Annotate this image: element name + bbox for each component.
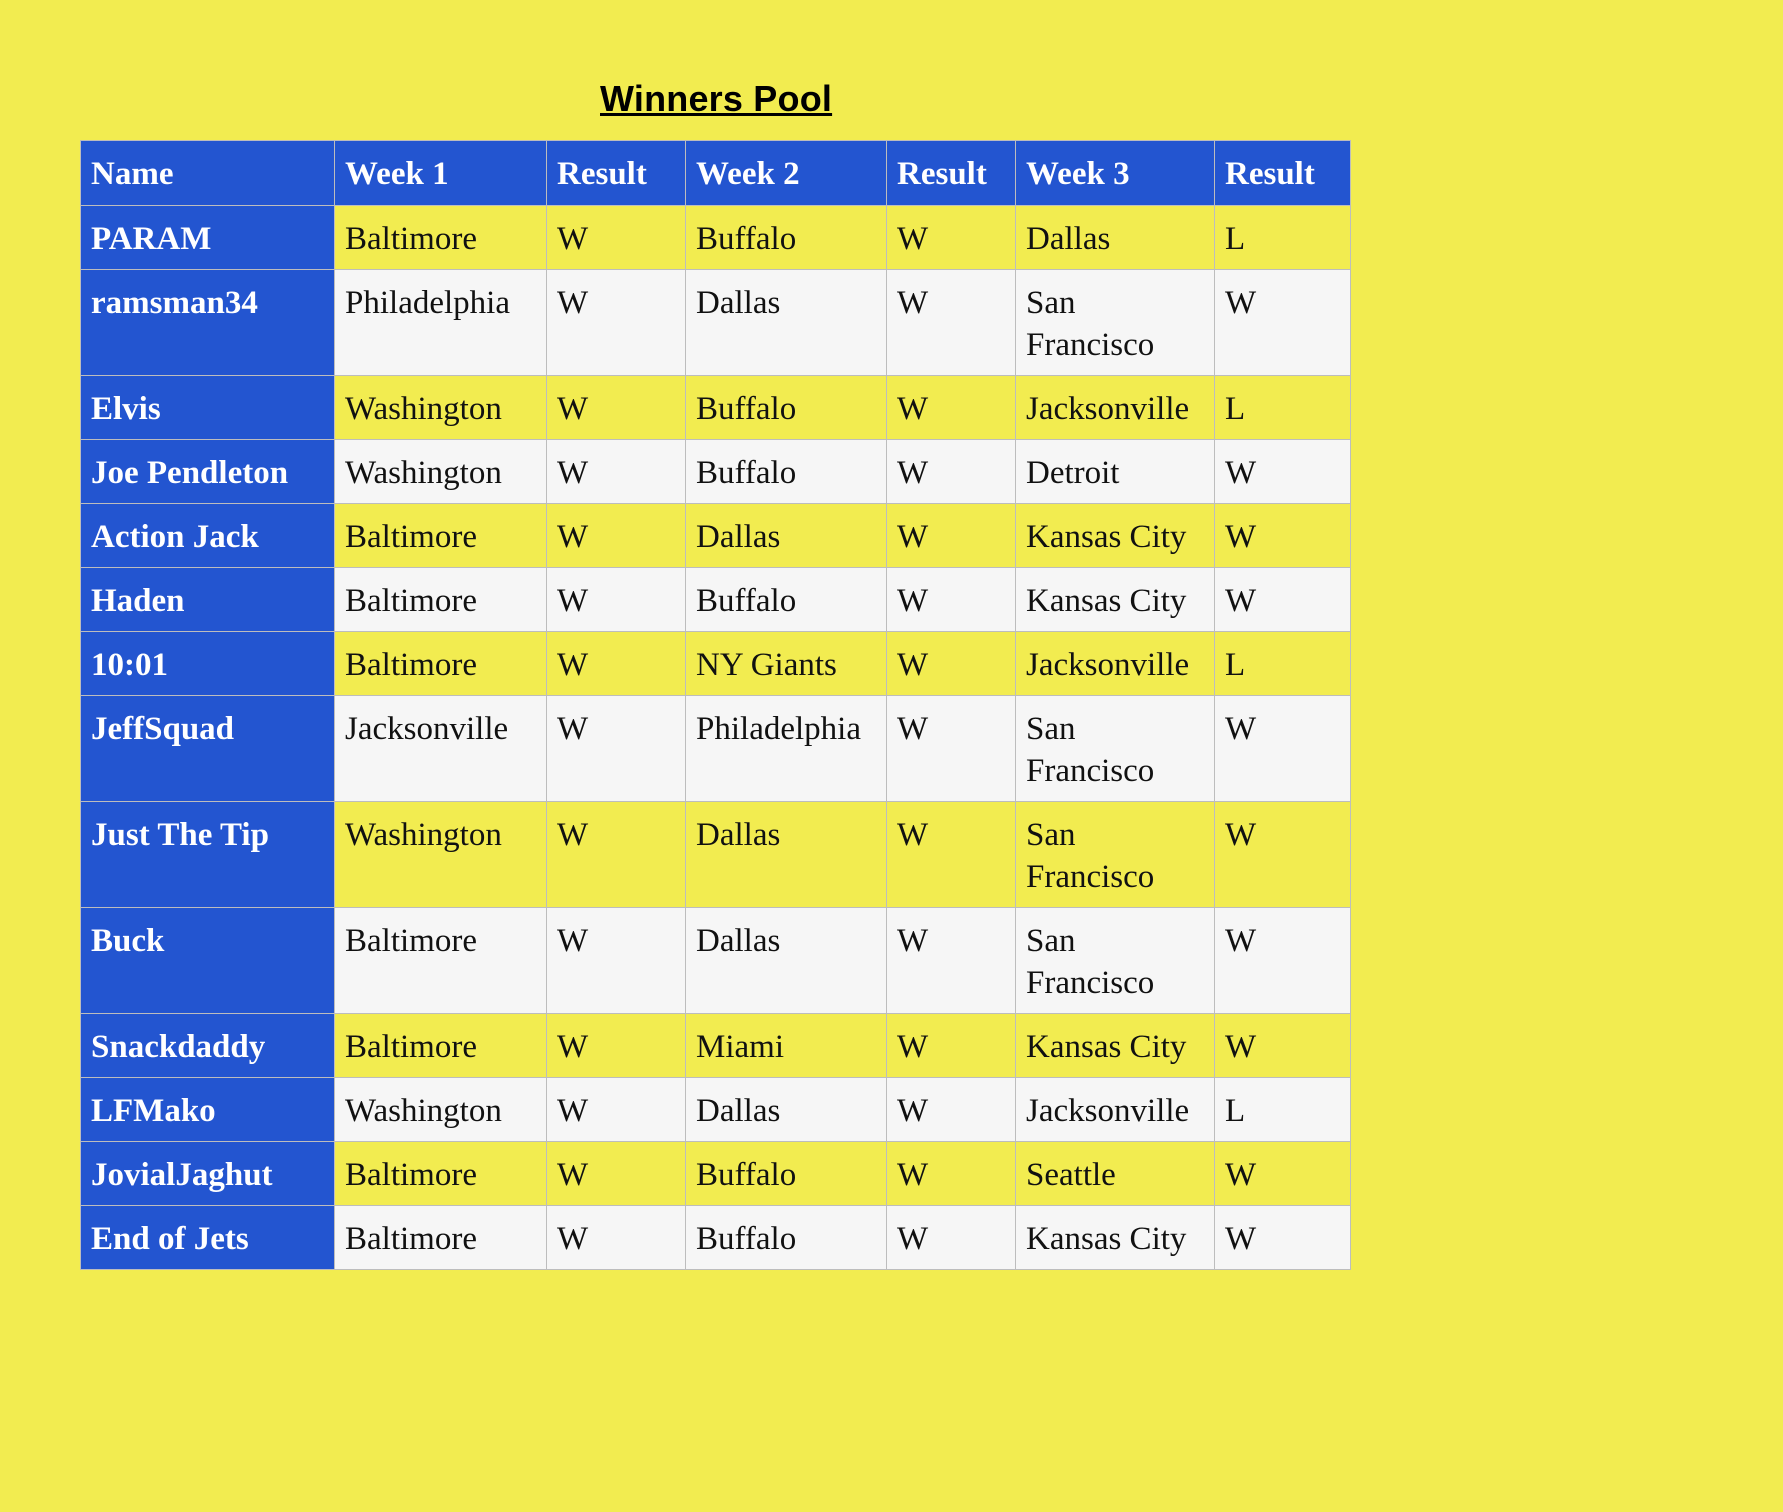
table-row <box>81 1078 1351 1142</box>
entrant-name: Buck <box>81 908 335 1014</box>
week-1-pick: Jacksonville <box>335 696 547 802</box>
table-row <box>81 696 1351 802</box>
header-name: Name <box>81 141 335 206</box>
table-row <box>81 504 1351 568</box>
week-1-result: W <box>547 376 686 440</box>
week-2-pick: Miami <box>686 1014 887 1078</box>
week-1-pick: Baltimore <box>335 206 547 270</box>
week-2-result: W <box>887 696 1016 802</box>
week-3-pick: Seattle <box>1016 1142 1215 1206</box>
week-2-result: W <box>887 568 1016 632</box>
table-row <box>81 376 1351 440</box>
week-2-pick: Dallas <box>686 504 887 568</box>
week-2-pick: Dallas <box>686 270 887 376</box>
week-1-result: W <box>547 802 686 908</box>
week-1-result: W <box>547 1142 686 1206</box>
week-3-result: W <box>1215 270 1351 376</box>
week-1-pick: Baltimore <box>335 1206 547 1270</box>
week-3-pick: Kansas City <box>1016 568 1215 632</box>
week-1-result: W <box>547 908 686 1014</box>
week-1-pick: Washington <box>335 376 547 440</box>
week-2-pick: NY Giants <box>686 632 887 696</box>
week-3-result: W <box>1215 696 1351 802</box>
week-2-pick: Buffalo <box>686 1142 887 1206</box>
entrant-name: PARAM <box>81 206 335 270</box>
header-week-2: Week 2 <box>686 141 887 206</box>
week-2-pick: Philadelphia <box>686 696 887 802</box>
table-row <box>81 1014 1351 1078</box>
week-2-result: W <box>887 1078 1016 1142</box>
page-title: Winners Pool <box>600 78 833 119</box>
header-row <box>81 141 1351 206</box>
week-2-result: W <box>887 1014 1016 1078</box>
week-3-result: L <box>1215 376 1351 440</box>
week-1-pick: Baltimore <box>335 908 547 1014</box>
week-2-result: W <box>887 632 1016 696</box>
week-3-pick: Kansas City <box>1016 1206 1215 1270</box>
table-row <box>81 568 1351 632</box>
week-1-result: W <box>547 568 686 632</box>
week-1-result: W <box>547 504 686 568</box>
week-2-pick: Dallas <box>686 1078 887 1142</box>
week-3-result: L <box>1215 1078 1351 1142</box>
week-1-result: W <box>547 696 686 802</box>
week-2-result: W <box>887 504 1016 568</box>
entrant-name: Elvis <box>81 376 335 440</box>
week-1-result: W <box>547 1014 686 1078</box>
header-week-3: Week 3 <box>1016 141 1215 206</box>
week-1-pick: Baltimore <box>335 504 547 568</box>
table-row <box>81 1142 1351 1206</box>
week-2-pick: Dallas <box>686 802 887 908</box>
week-1-result: W <box>547 1206 686 1270</box>
entrant-name: Haden <box>81 568 335 632</box>
week-2-pick: Buffalo <box>686 568 887 632</box>
week-1-pick: Washington <box>335 440 547 504</box>
week-1-pick: Philadelphia <box>335 270 547 376</box>
week-1-pick: Washington <box>335 1078 547 1142</box>
week-3-result: W <box>1215 1206 1351 1270</box>
week-3-result: W <box>1215 1142 1351 1206</box>
entrant-name: LFMako <box>81 1078 335 1142</box>
week-2-pick: Buffalo <box>686 206 887 270</box>
week-2-result: W <box>887 908 1016 1014</box>
week-2-pick: Dallas <box>686 908 887 1014</box>
week-2-result: W <box>887 376 1016 440</box>
table-row <box>81 802 1351 908</box>
table-row <box>81 908 1351 1014</box>
week-3-pick: Jacksonville <box>1016 376 1215 440</box>
week-3-pick: San Francisco <box>1016 802 1215 908</box>
week-2-result: W <box>887 1206 1016 1270</box>
week-1-result: W <box>547 440 686 504</box>
table-row <box>81 1206 1351 1270</box>
week-2-result: W <box>887 802 1016 908</box>
week-2-pick: Buffalo <box>686 440 887 504</box>
week-3-pick: San Francisco <box>1016 270 1215 376</box>
entrant-name: JeffSquad <box>81 696 335 802</box>
entrant-name: JovialJaghut <box>81 1142 335 1206</box>
week-2-result: W <box>887 270 1016 376</box>
entrant-name: 10:01 <box>81 632 335 696</box>
winners-pool-table <box>80 140 1351 1270</box>
week-2-pick: Buffalo <box>686 1206 887 1270</box>
header-week-1: Week 1 <box>335 141 547 206</box>
entrant-name: ramsman34 <box>81 270 335 376</box>
week-1-result: W <box>547 1078 686 1142</box>
week-3-pick: Jacksonville <box>1016 1078 1215 1142</box>
entrant-name: Just The Tip <box>81 802 335 908</box>
week-2-pick: Buffalo <box>686 376 887 440</box>
week-3-result: W <box>1215 802 1351 908</box>
week-3-result: L <box>1215 206 1351 270</box>
entrant-name: End of Jets <box>81 1206 335 1270</box>
table-row <box>81 440 1351 504</box>
week-1-pick: Baltimore <box>335 1014 547 1078</box>
week-3-pick: Detroit <box>1016 440 1215 504</box>
week-3-result: W <box>1215 504 1351 568</box>
week-1-result: W <box>547 632 686 696</box>
week-2-result: W <box>887 440 1016 504</box>
header-result-3: Result <box>1215 141 1351 206</box>
week-3-pick: Jacksonville <box>1016 632 1215 696</box>
week-3-pick: Kansas City <box>1016 504 1215 568</box>
week-3-pick: Kansas City <box>1016 1014 1215 1078</box>
week-3-pick: Dallas <box>1016 206 1215 270</box>
entrant-name: Joe Pendleton <box>81 440 335 504</box>
table-row <box>81 270 1351 376</box>
table-row <box>81 206 1351 270</box>
week-1-pick: Baltimore <box>335 632 547 696</box>
week-1-result: W <box>547 206 686 270</box>
week-2-result: W <box>887 206 1016 270</box>
week-3-result: W <box>1215 568 1351 632</box>
week-1-pick: Baltimore <box>335 1142 547 1206</box>
week-3-result: W <box>1215 1014 1351 1078</box>
week-1-pick: Washington <box>335 802 547 908</box>
header-result-2: Result <box>887 141 1016 206</box>
week-1-pick: Baltimore <box>335 568 547 632</box>
entrant-name: Action Jack <box>81 504 335 568</box>
week-3-result: W <box>1215 908 1351 1014</box>
table-row <box>81 632 1351 696</box>
week-1-result: W <box>547 270 686 376</box>
entrant-name: Snackdaddy <box>81 1014 335 1078</box>
week-3-pick: San Francisco <box>1016 908 1215 1014</box>
header-result-1: Result <box>547 141 686 206</box>
week-3-result: L <box>1215 632 1351 696</box>
week-2-result: W <box>887 1142 1016 1206</box>
week-3-pick: San Francisco <box>1016 696 1215 802</box>
week-3-result: W <box>1215 440 1351 504</box>
